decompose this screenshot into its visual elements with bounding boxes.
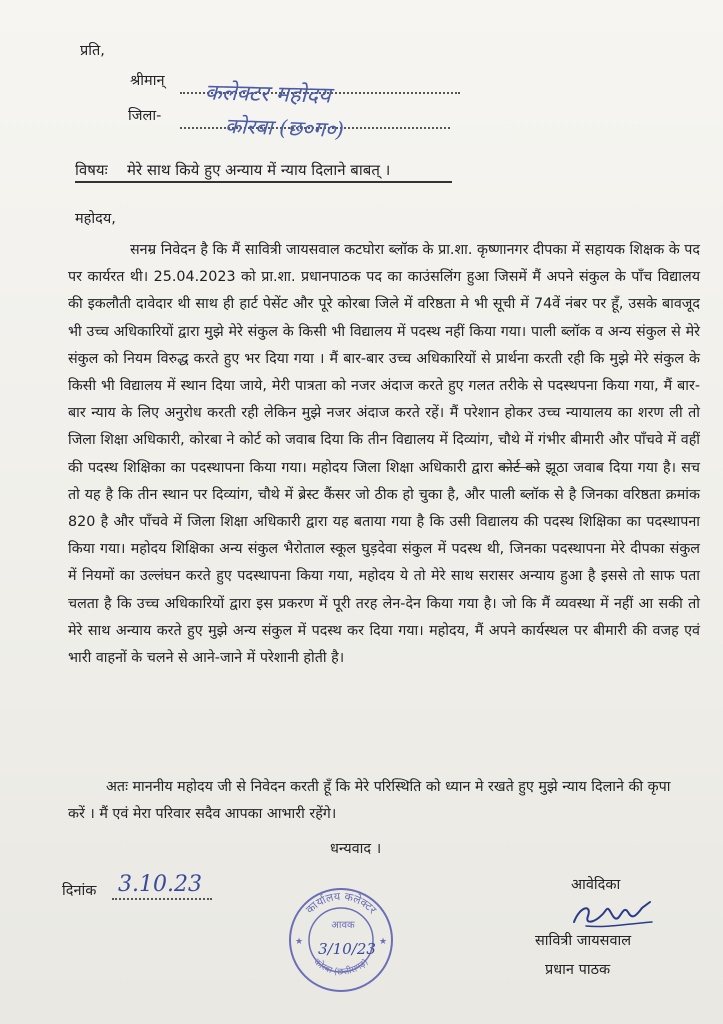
- handwritten-signature: [566, 892, 656, 932]
- stamp-star-left: ★: [295, 937, 304, 947]
- thanks-text: धन्यवाद ।: [330, 841, 382, 857]
- shriman-handwritten: कलेक्टर महोदय: [204, 80, 332, 109]
- applicant-name: सावित्री जायसवाल: [535, 933, 632, 949]
- date-label: दिनांक: [62, 883, 97, 899]
- applicant-label: आवेदिका: [571, 877, 621, 893]
- body-p1-part-b: झूठा जवाब दिया गया है। सच तो यह है कि तीन स्थान पर दिव्यांग, चौथे में ब्रेस्ट कैंसर जो ठीक हो चुका है, और पाली ब्लॉक से है जिनका वरिष्ठता क्रमांक 820 है और पाँचवे में जिला शिक्षा अधिकारी द्वारा यह बताया गया है कि उसी विद्यालय की पदस्थ शिक्षिका का पदस्थापना किया गया। महोदय शिक्षिका अन्य संकुल भैरोताल स्कूल घुड़देवा संकुल में पदस्थ थी, जिनका पदस्थापना मेरे दीपका संकुल में नियमों का उल्लंघन करते हुए पदस्थापना किया गया, महोदय ये तो मेरे साथ सरासर अन्याय हुआ है इससे तो साफ पता चलता है कि उच्च अधिकारियों द्वारा इस प्रकरण में पूरी तरह लेन-देन किया गया है। जो कि मैं व्यवस्था में नहीं आ सकी तो मेरे साथ अन्याय करते हुए मुझे अन्य संकुल में पदस्थ कर दिया गया। महोदय, मैं अपने कार्यस्थल पर बीमारी की वजह एवं भारी वाहनों के चलने से आने-जाने में परेशानी होती है।: [68, 459, 700, 667]
- subject-text: मेरे साथ किये हुए अन्याय में न्याय दिलाने बाबत् ।: [127, 161, 391, 179]
- struck-text: कोर्ट को: [498, 459, 541, 476]
- date-handwritten: 3.10.23: [118, 872, 202, 897]
- body-p1-part-a: सनम्र निवेदन है कि मैं सावित्री जायसवाल कटघोरा ब्लॉक के प्रा.शा. कृष्णानगर दीपका में सहायक शिक्षक के पद पर कार्यरत थी। 25.04.2023 को प्रा.शा. प्रधानपाठक पद का काउंसलिंग हुआ जिसमें मैं अपने संकुल के पाँच विद्यालय की इकलौती दावेदार थी साथ ही हार्ट पेसेंट और पूरे कोरबा जिले में वरिष्ठता मे भी सूची में 74वें नंबर पर हूँ, उसके बावजूद भी उच्च अधिकारियों द्वारा मुझे मेरे संकुल के किसी भी विद्यालय में पदस्थ नहीं किया गया। पाली ब्लॉक व अन्य संकुल से मेरे संकुल को नियम विरुद्ध करते हुए भर दिया गया । मैं बार-बार उच्च अधिकारियों से प्रार्थना करती रही कि मुझे मेरे संकुल के किसी भी विद्यालय में स्थान दिया जाये, मेरी पात्रता को नजर अंदाज करते हुए गलत तरीके से पदस्थपना किया गया, मैं बार-बार न्याय के लिए अनुरोध करती रही लेकिन मुझे नजर अंदाज करते रहें। मैं परेशान होकर उच्च न्यायालय का शरण ली तो जिला शिक्षा अधिकारी, कोरबा ने कोर्ट को जवाब दिया कि तीन विद्यालय में दिव्यांग, चौथे में गंभीर बीमारी और पाँचवे में वहीं की पदस्थ शिक्षिका का पदस्थापना किया गया। महोदय जिला शिक्षा अधिकारी द्वारा: [68, 242, 700, 476]
- stamp-handwritten-number: 3/10/23: [318, 940, 376, 958]
- stamp-star-right: ★: [379, 937, 388, 947]
- salutation: महोदय,: [75, 211, 116, 227]
- prati-text: प्रति,: [80, 43, 105, 59]
- body-paragraph-1: [68, 237, 700, 672]
- jila-handwritten: कोरबा (छ०ग०): [224, 113, 345, 143]
- stamp-inner-text: आवक: [331, 920, 355, 931]
- office-stamp: [287, 886, 395, 994]
- jila-label: जिला-: [128, 108, 162, 124]
- date-dotted-line: [112, 898, 212, 900]
- body-paragraph-2: अतः माननीय महोदय जी से निवेदन करती हूँ कि मेरे परिस्थिति को ध्यान मे रखते हुए मुझे न्याय दिलाने की कृपा करें । मैं एवं मेरा परिवार सदैव आपका आभारी रहेंगे।: [68, 779, 671, 822]
- letter-body: [68, 237, 700, 672]
- stamp-bottom-text: कोरबा (छत्तीसगढ़): [311, 957, 371, 978]
- stamp-top-text: कार्यालय कलेक्टर: [303, 889, 380, 917]
- applicant-designation: प्रधान पाठक: [545, 962, 611, 978]
- subject-label: विषयः: [75, 161, 108, 179]
- subject-underline: [75, 181, 452, 183]
- shriman-label: श्रीमान्: [130, 73, 165, 89]
